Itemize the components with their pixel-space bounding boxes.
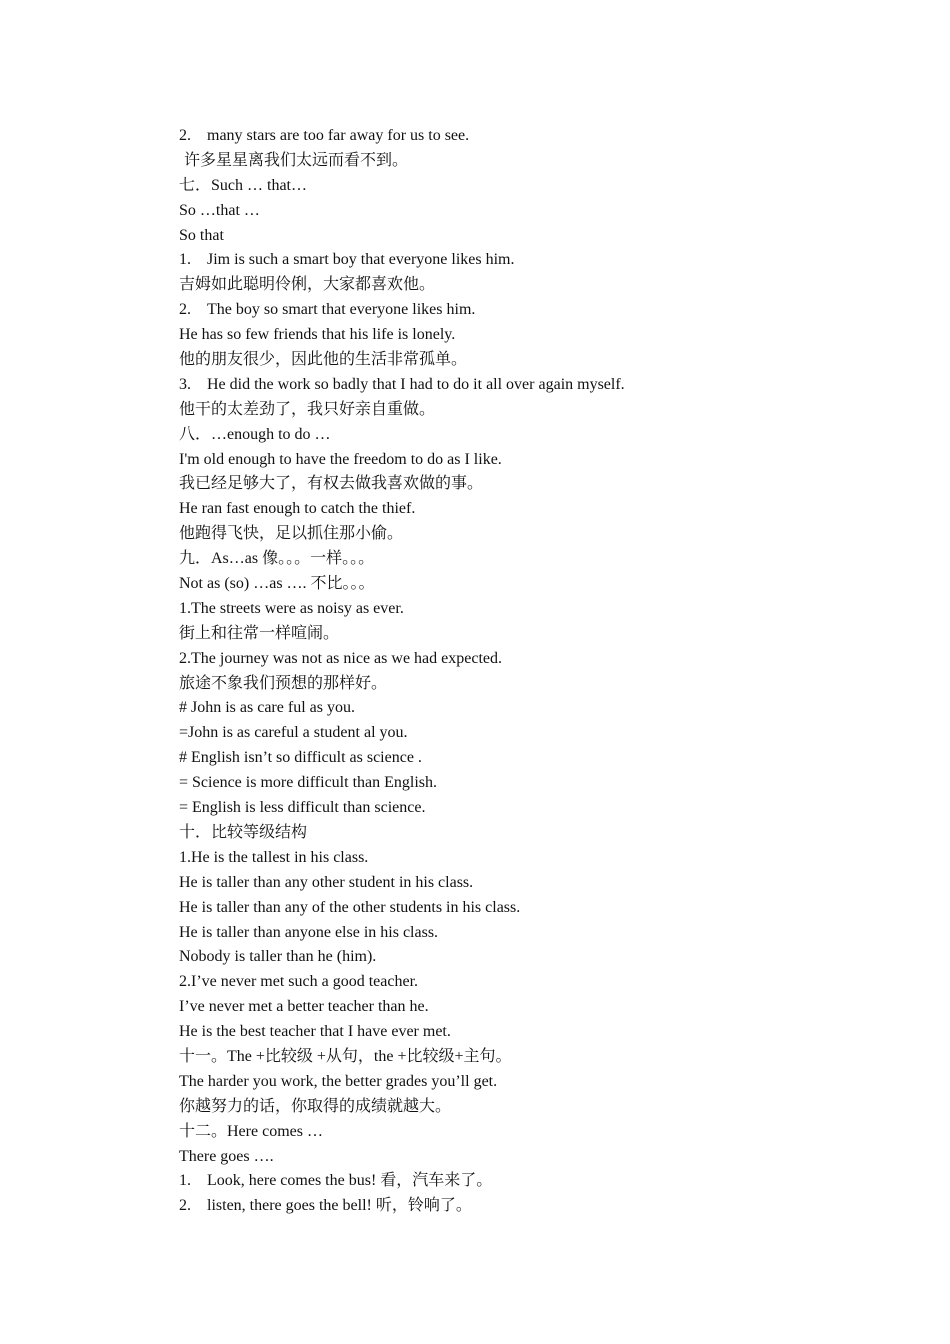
- numbered-line: [179, 124, 879, 149]
- line-number: 2.: [179, 127, 191, 144]
- text-line: [179, 921, 879, 946]
- line-text: 他干的太差劲了，我只好亲自重做。: [179, 400, 436, 418]
- line-text: He has so few friends that his life is lonely.: [179, 326, 456, 344]
- text-line: [179, 896, 879, 921]
- text-line: [179, 846, 879, 871]
- text-line: [179, 771, 879, 796]
- text-line: [179, 1045, 879, 1070]
- text-line: [179, 448, 879, 473]
- numbered-line: [179, 1169, 879, 1194]
- line-text: Not as (so) …as …. 不比。。。: [179, 575, 375, 593]
- line-text: = English is less difficult than science.: [179, 799, 426, 817]
- text-line: [179, 970, 879, 995]
- line-text: He is taller than any other student in his class.: [179, 873, 474, 891]
- line-text: 吉姆如此聪明伶俐，大家都喜欢他。: [179, 276, 436, 294]
- line-text: 旅途不象我们预想的那样好。: [179, 674, 388, 692]
- line-text: 街上和往常一样喧闹。: [179, 624, 340, 642]
- text-line: [179, 149, 879, 174]
- line-text: There goes ….: [179, 1147, 274, 1165]
- text-line: [179, 1095, 879, 1120]
- line-text: He is the best teacher that I have ever met.: [179, 1023, 451, 1041]
- text-line: [179, 1120, 879, 1145]
- text-line: [179, 622, 879, 647]
- text-line: [179, 1145, 879, 1170]
- line-text: 2.The journey was not as nice as we had expected.: [179, 649, 502, 667]
- line-text: Nobody is taller than he (him).: [179, 948, 377, 966]
- line-text: 他跑得飞快，足以抓住那小偷。: [179, 525, 404, 543]
- line-text: = Science is more difficult than English.: [179, 774, 438, 792]
- numbered-line: [179, 248, 879, 273]
- line-text: many stars are too far away for us to see.: [207, 127, 470, 144]
- line-text: 十二。Here comes …: [179, 1122, 323, 1140]
- text-line: [179, 746, 879, 771]
- document-page: [179, 124, 879, 1219]
- numbered-line: [179, 373, 879, 398]
- line-text: The harder you work, the better grades you’ll get.: [179, 1072, 498, 1090]
- text-line: [179, 522, 879, 547]
- text-line: [179, 398, 879, 423]
- text-line: [179, 273, 879, 298]
- line-text: 2.I’ve never met such a good teacher.: [179, 973, 419, 991]
- line-text: I’ve never met a better teacher than he.: [179, 998, 429, 1016]
- text-line: [179, 348, 879, 373]
- text-line: [179, 696, 879, 721]
- text-line: [179, 572, 879, 597]
- line-text: He ran fast enough to catch the thief.: [179, 500, 416, 518]
- numbered-line: [179, 298, 879, 323]
- text-line: [179, 547, 879, 572]
- line-text: 1.The streets were as noisy as ever.: [179, 599, 404, 617]
- line-text: 十一。The +比较级 +从句，the +比较级+主句。: [179, 1047, 512, 1065]
- text-line: [179, 945, 879, 970]
- text-line: [179, 796, 879, 821]
- line-text: I'm old enough to have the freedom to do as I like.: [179, 450, 502, 468]
- text-line: [179, 871, 879, 896]
- line-text: 十．比较等级结构: [179, 823, 308, 841]
- text-line: [179, 199, 879, 224]
- line-text: 七．Such … that…: [179, 176, 307, 194]
- line-number: 1.: [179, 251, 191, 269]
- line-text: So that: [179, 226, 224, 244]
- text-line: [179, 672, 879, 697]
- text-line: [179, 472, 879, 497]
- line-text: 他的朋友很少，因此他的生活非常孤单。: [179, 351, 468, 369]
- line-text: =John is as careful a student al you.: [179, 724, 408, 742]
- line-text: Look, here comes the bus! 看，汽车来了。: [207, 1172, 493, 1190]
- line-text: He is taller than anyone else in his class.: [179, 923, 439, 941]
- line-text: # John is as care ful as you.: [179, 699, 355, 717]
- text-line: [179, 423, 879, 448]
- numbered-line: [179, 1194, 879, 1219]
- line-text: He is taller than any of the other students in his class.: [179, 898, 521, 916]
- text-line: [179, 821, 879, 846]
- text-line: [179, 995, 879, 1020]
- line-text: So …that …: [179, 201, 260, 219]
- line-text: Jim is such a smart boy that everyone likes him.: [207, 251, 515, 269]
- text-line: [179, 597, 879, 622]
- line-number: 2.: [179, 301, 191, 319]
- text-line: [179, 1070, 879, 1095]
- line-text: # English isn’t so difficult as science .: [179, 749, 422, 767]
- text-line: [179, 224, 879, 249]
- line-number: 1.: [179, 1172, 191, 1190]
- text-line: [179, 323, 879, 348]
- line-text: 你越努力的话，你取得的成绩就越大。: [179, 1097, 452, 1115]
- line-text: listen, there goes the bell! 听，铃响了。: [207, 1197, 472, 1215]
- text-line: [179, 1020, 879, 1045]
- line-number: 3.: [179, 375, 191, 393]
- line-text: The boy so smart that everyone likes him.: [207, 301, 476, 319]
- text-line: [179, 174, 879, 199]
- text-line: [179, 721, 879, 746]
- line-text: 我已经足够大了，有权去做我喜欢做的事。: [179, 475, 484, 493]
- line-text: 1.He is the tallest in his class.: [179, 848, 369, 866]
- line-number: 2.: [179, 1197, 191, 1215]
- line-text: 八．…enough to do …: [179, 425, 331, 443]
- line-text: 许多星星离我们太远而看不到。: [184, 151, 409, 169]
- text-line: [179, 497, 879, 522]
- text-line: [179, 647, 879, 672]
- line-text: He did the work so badly that I had to do it all over again myself.: [207, 375, 625, 393]
- line-text: 九．As…as 像。。。一样。。。: [179, 550, 375, 568]
